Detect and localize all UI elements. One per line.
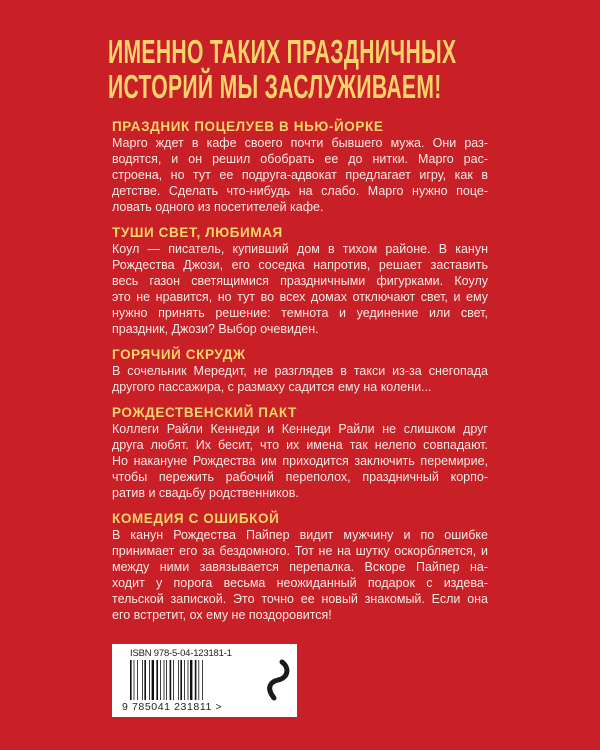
barcode-bar [144, 660, 146, 700]
barcode-bar [134, 660, 135, 700]
story-text-line: В канун Рождества Пайпер видит мужчину и по ошибке [112, 528, 488, 542]
story-text-line: это не нравится, но тут во всех домах отключают свет, и ему [112, 290, 488, 304]
barcode-bar [160, 660, 161, 700]
barcode-digits: 9 785041 231811 > [122, 701, 223, 713]
story [112, 511, 488, 623]
story-title: КОМЕДИЯ С ОШИБКОЙ [112, 511, 280, 526]
story-title: ТУШИ СВЕТ, ЛЮБИМАЯ [112, 225, 283, 240]
barcode-bar [170, 660, 172, 700]
story-text-line: между ними завязывается перепалка. Вскоре Пайпер на- [112, 560, 488, 574]
story-text-line: другого пассажира, с размаху садится ему на колени... [112, 380, 432, 394]
barcode-bar [173, 660, 174, 700]
story-text-line: принимает его за бездомного. Тот не на шутку оскорбляется, и [112, 544, 488, 558]
barcode-bar [184, 660, 185, 700]
barcode-bar [180, 660, 182, 700]
story-text-line: ходит у порога весьма неожиданный подарок с издева- [112, 576, 488, 590]
barcode-bar [198, 660, 199, 700]
story-text-line: праздник, Джози? Выбор очевиден. [112, 322, 319, 336]
story-text-line: строена, но тут ее подруга-адвокат предлагает игру, как в [112, 168, 488, 182]
story-text-line: В сочельник Мередит, не разглядев в такси из-за снегопада [112, 364, 488, 378]
story [112, 405, 488, 501]
barcode-bar [195, 660, 197, 700]
story [112, 119, 488, 215]
story-text-line: Марго ждет в кафе своего почти бывшего мужа. Они раз- [112, 136, 488, 150]
story-text-line: друга любят. Их бесит, что их имена так нелепо совпадают. [112, 438, 488, 452]
story-text-line: Коллеги Райли Кеннеди и Кеннеди Райли не слишком друг [112, 422, 488, 436]
barcode-bar [178, 660, 179, 700]
story-title: РОЖДЕСТВЕНСКИЙ ПАКТ [112, 405, 297, 420]
story-text-line: детстве. Сделать что-нибудь на слабо. Марго нужно поце- [112, 184, 488, 198]
story-text-line: Коул — писатель, купивший дом в тихом районе. В канун [112, 242, 488, 256]
barcode-bar [166, 660, 167, 700]
story-text-line: ловать одного из посетителей кафе. [112, 200, 324, 214]
barcode-bar [149, 660, 150, 700]
story-text-line: ратив и свадьбу родственников. [112, 486, 299, 500]
story-text-line: Рождества Джози, его соседка напротив, решает заставить [112, 258, 488, 272]
eksmo-logo-icon [260, 658, 294, 702]
story-text-line: водятся, и он решил обобрать ее до нитки. Марго рас- [112, 152, 488, 166]
story-text-line: нужно принять решение: темнота и уединение или свет, [112, 306, 488, 320]
barcode-bar [130, 660, 132, 700]
headline [108, 33, 457, 105]
story-title: ПРАЗДНИК ПОЦЕЛУЕВ В НЬЮ-ЙОРКЕ [112, 119, 384, 134]
story-text-line: его встретит, ох ему не поздоровится! [112, 608, 332, 622]
barcode-bar [142, 660, 143, 700]
barcode-bar [202, 660, 203, 700]
story-text-line: тельской запиской. Это точно ее новый знакомый. Если она [112, 592, 488, 606]
story [112, 347, 488, 395]
story-title: ГОРЯЧИЙ СКРУДЖ [112, 347, 246, 362]
isbn-label: ISBN 978-5-04-123181-1 [130, 648, 232, 659]
headline-line-1: ИМЕННО ТАКИХ ПРАЗДНИЧНЫХ [108, 33, 457, 70]
story-text-line: чтобы пережить рабочий переполох, праздничный корпо- [112, 470, 488, 484]
barcode-bar [137, 660, 138, 700]
barcode-bar [190, 660, 192, 700]
barcode-bar [156, 660, 158, 700]
headline-line-2: ИСТОРИЙ МЫ ЗАСЛУЖИВАЕМ! [108, 68, 442, 105]
barcode [130, 660, 210, 700]
story-list [112, 119, 488, 633]
barcode-bar [152, 660, 154, 700]
isbn-block [112, 644, 297, 717]
barcode-bar [188, 660, 189, 700]
barcode-bar [164, 660, 165, 700]
story-text-line: Но накануне Рождества им приходится заключить перемирие, [112, 454, 488, 468]
story [112, 225, 488, 337]
story-text-line: весь газон светящимися праздничными фигурками. Коулу [112, 274, 488, 288]
